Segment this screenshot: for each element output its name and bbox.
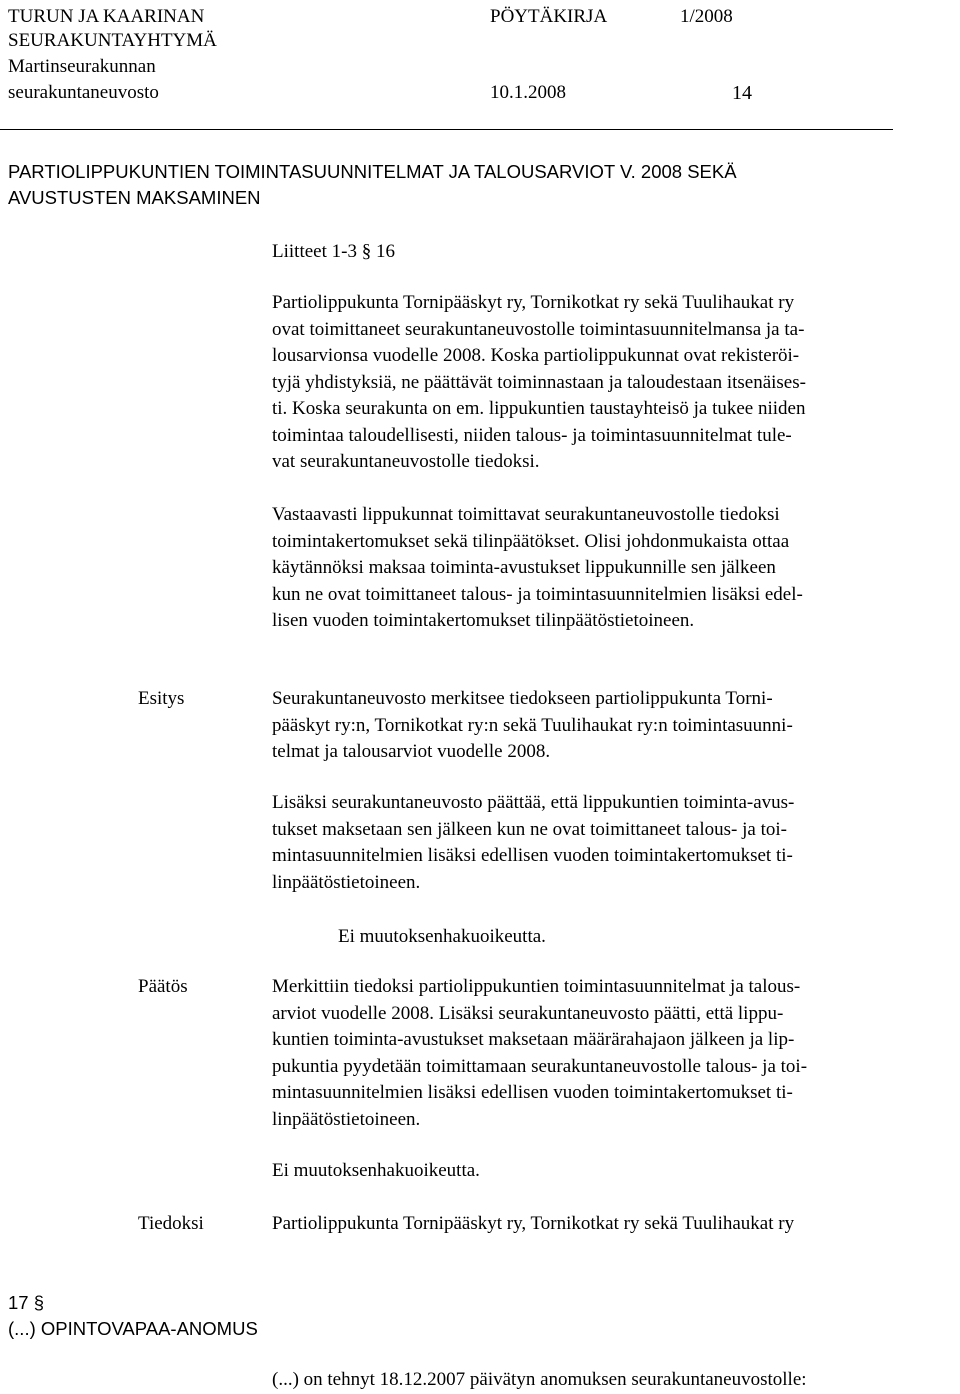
text-line: arviot vuodelle 2008. Lisäksi seurakuntaneuvosto päätti, että lippu-	[272, 1002, 784, 1024]
text-line: ti. Koska seurakunta on em. lippukuntien taustayhteisö ja tukee niiden	[272, 398, 806, 419]
section-title-line1: PARTIOLIPPUKUNTIEN TOIMINTASUUNNITELMAT JA TALOUSARVIOT V. 2008 SEKÄ	[8, 161, 737, 182]
attachments-label: Liitteet 1-3	[272, 241, 357, 262]
text-line: telmat ja talousarviot vuodelle 2008.	[272, 741, 551, 762]
text-line: Seurakuntaneuvosto merkitsee tiedokseen partiolippukunta Torni-	[272, 688, 773, 709]
org-name-line4: seurakuntaneuvosto	[8, 82, 159, 103]
text-line: tukset maksetaan sen jälkeen kun ne ovat toimittaneet talous- ja toi-	[272, 818, 787, 840]
text-line: kuntien toiminta-avustukset maksetaan määrärahajaon jälkeen ja lip-	[272, 1029, 795, 1050]
esitys-label: Esitys	[138, 688, 185, 709]
org-name-line1: TURUN JA KAARINAN	[8, 6, 205, 27]
section-title-line2: AVUSTUSTEN MAKSAMINEN	[8, 187, 261, 208]
paatos-appeal-note: Ei muutoksenhakuoikeutta.	[272, 1160, 480, 1181]
section-number: § 16	[361, 241, 395, 262]
text-line: Lisäksi seurakuntaneuvosto päättää, että lippukuntien toiminta-avus-	[272, 792, 795, 813]
section-17-body: (...) on tehnyt 18.12.2007 päivätyn anomuksen seurakuntaneuvostolle:	[272, 1369, 807, 1390]
org-name-line3: Martinseurakunnan	[8, 56, 156, 77]
text-line: vat seurakuntaneuvostolle tiedoksi.	[272, 451, 540, 472]
esitys-paragraph-2	[272, 790, 897, 896]
paragraph-reporting	[272, 502, 897, 635]
doc-number: 1/2008	[680, 6, 733, 27]
text-line: pukuntia pyydetään toimittamaan seurakuntaneuvostolle talous- ja toi-	[272, 1055, 808, 1077]
text-line: toimintakertomukset sekä tilinpäätökset. Olisi johdonmukaista ottaa	[272, 530, 790, 552]
doc-type: PÖYTÄKIRJA	[490, 6, 608, 27]
org-name-line2: SEURAKUNTAYHTYMÄ	[8, 30, 217, 51]
text-line: linpäätöstietoineen.	[272, 1108, 421, 1130]
text-line: mintasuunnitelmien lisäksi edellisen vuoden toimintakertomukset ti-	[272, 1082, 793, 1103]
meeting-date: 10.1.2008	[490, 82, 566, 103]
text-line: lousarvionsa vuodelle 2008. Koska partiolippukunnat ovat rekisteröi-	[272, 345, 800, 366]
section-17-number: 17 §	[8, 1292, 45, 1313]
text-line: Partiolippukunta Tornipääskyt ry, Tornikotkat ry sekä Tuulihaukat ry	[272, 292, 795, 313]
text-line: mintasuunnitelmien lisäksi edellisen vuoden toimintakertomukset ti-	[272, 845, 793, 866]
page-number: 14	[732, 82, 752, 104]
paatos-paragraph	[272, 974, 897, 1133]
paragraph-background	[272, 290, 897, 476]
text-line: Vastaavasti lippukunnat toimittavat seurakuntaneuvostolle tiedoksi	[272, 504, 780, 525]
tiedoksi-label: Tiedoksi	[138, 1213, 204, 1234]
text-line: linpäätöstietoineen.	[272, 871, 421, 893]
text-line: Merkittiin tiedoksi partiolippukuntien toimintasuunnitelmat ja talous-	[272, 976, 801, 997]
attachments-ref	[272, 239, 395, 266]
text-line: pääskyt ry:n, Tornikotkat ry:n sekä Tuulihaukat ry:n toimintasuunni-	[272, 714, 793, 736]
esitys-appeal-note: Ei muutoksenhakuoikeutta.	[338, 926, 546, 947]
paatos-label: Päätös	[138, 976, 188, 997]
esitys-paragraph-1	[272, 686, 897, 766]
text-line: kun ne ovat toimittaneet talous- ja toimintasuunnitelmien lisäksi edel-	[272, 583, 803, 605]
text-line: käytännöksi maksaa toiminta-avustukset lippukunnille sen jälkeen	[272, 557, 776, 578]
text-line: tyjä yhdistyksiä, ne päättävät toiminnastaan ja taloudestaan itsenäises-	[272, 371, 806, 393]
tiedoksi-recipients: Partiolippukunta Tornipääskyt ry, Tornikotkat ry sekä Tuulihaukat ry	[272, 1213, 795, 1234]
section-17-title: (...) OPINTOVAPAA-ANOMUS	[8, 1318, 258, 1339]
text-line: lisen vuoden toimintakertomukset tilinpäätöstietoineen.	[272, 610, 695, 631]
header-rule	[0, 129, 893, 130]
text-line: toimintaa taloudellisesti, niiden talous- ja toimintasuunnitelmat tule-	[272, 424, 792, 446]
text-line: ovat toimittaneet seurakuntaneuvostolle toimintasuunnitelmansa ja ta-	[272, 318, 805, 340]
